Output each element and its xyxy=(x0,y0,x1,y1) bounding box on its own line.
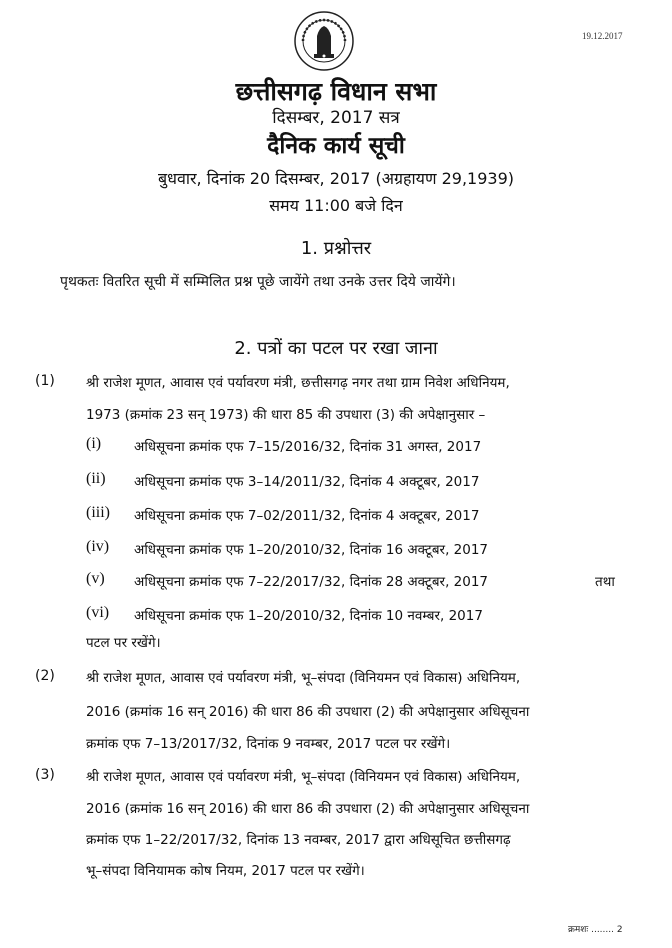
assembly-title: छत्तीसगढ़ विधान सभा xyxy=(235,77,437,106)
sub-item-number: (v) xyxy=(86,570,105,587)
section-1-text: पृथकतः वितरित सूची में सम्मिलित प्रश्न पूछे जायेंगे तथा उनके उत्तर दिये जायेंगे। xyxy=(60,274,456,290)
item-1-line: श्री राजेश मूणत, आवास एवं पर्यावरण मंत्री, छत्तीसगढ़ नगर तथा ग्राम निवेश अधिनियम, xyxy=(86,375,510,391)
sub-item-number: (vi) xyxy=(86,604,110,621)
session-title: दिसम्बर, 2017 सत्र xyxy=(272,108,400,128)
sub-item-text: अधिसूचना क्रमांक एफ 1–20/2010/32, दिनांक 16 अक्टूबर, 2017 xyxy=(134,542,489,558)
ashoka-emblem-icon xyxy=(293,10,355,72)
agenda-title: दैनिक कार्य सूची xyxy=(267,133,405,159)
date-stamp: 19.12.2017 xyxy=(582,31,623,41)
item-3-line: भू–संपदा विनियामक कोष नियम, 2017 पटल पर रखेंगे। xyxy=(86,863,365,879)
item-3-line: 2016 (क्रमांक 16 सन् 2016) की धारा 86 की उपधारा (2) की अपेक्षानुसार अधिसूचना xyxy=(86,801,530,817)
continued-marker: क्रमशः ........ 2 xyxy=(568,925,623,935)
item-2-line: 2016 (क्रमांक 16 सन् 2016) की धारा 86 की उपधारा (2) की अपेक्षानुसार अधिसूचना xyxy=(86,704,530,720)
sub-item-text: अधिसूचना क्रमांक एफ 1–20/2010/32, दिनांक 10 नवम्बर, 2017 xyxy=(134,608,483,624)
item-3-number: (3) xyxy=(35,767,55,783)
section-1-heading: 1. प्रश्नोत्तर xyxy=(300,238,372,259)
item-1-closing: पटल पर रखेंगे। xyxy=(86,635,161,651)
date-line: बुधवार, दिनांक 20 दिसम्बर, 2017 (अग्रहायण 29,1939) xyxy=(158,169,514,188)
item-3-line: श्री राजेश मूणत, आवास एवं पर्यावरण मंत्री, भू–संपदा (विनियमन एवं विकास) अधिनियम, xyxy=(86,769,521,785)
sub-item-number: (i) xyxy=(86,435,102,452)
item-3-line: क्रमांक एफ 1–22/2017/32, दिनांक 13 नवम्बर, 2017 द्वारा अधिसूचित छत्तीसगढ़ xyxy=(86,832,511,848)
time-line: समय 11:00 बजे दिन xyxy=(269,196,403,215)
section-2-heading: 2. पत्रों का पटल पर रखा जाना xyxy=(234,338,438,359)
item-2-line: श्री राजेश मूणत, आवास एवं पर्यावरण मंत्री, भू–संपदा (विनियमन एवं विकास) अधिनियम, xyxy=(86,670,521,686)
sub-item-number: (ii) xyxy=(86,470,106,487)
tatha-conjunction: तथा xyxy=(595,574,615,590)
sub-item-number: (iv) xyxy=(86,538,110,555)
sub-item-text: अधिसूचना क्रमांक एफ 7–22/2017/32, दिनांक 28 अक्टूबर, 2017 xyxy=(134,574,489,590)
item-1-number: (1) xyxy=(35,373,55,389)
sub-item-text: अधिसूचना क्रमांक एफ 7–15/2016/32, दिनांक 31 अगस्त, 2017 xyxy=(134,439,482,455)
sub-item-text: अधिसूचना क्रमांक एफ 3–14/2011/32, दिनांक 4 अक्टूबर, 2017 xyxy=(134,474,480,490)
sub-item-number: (iii) xyxy=(86,504,110,521)
item-1-line: 1973 (क्रमांक 23 सन् 1973) की धारा 85 की उपधारा (3) की अपेक्षानुसार – xyxy=(86,407,486,423)
item-2-line: क्रमांक एफ 7–13/2017/32, दिनांक 9 नवम्बर, 2017 पटल पर रखेंगे। xyxy=(86,736,451,752)
item-2-number: (2) xyxy=(35,668,55,684)
sub-item-text: अधिसूचना क्रमांक एफ 7–02/2011/32, दिनांक 4 अक्टूबर, 2017 xyxy=(134,508,480,524)
